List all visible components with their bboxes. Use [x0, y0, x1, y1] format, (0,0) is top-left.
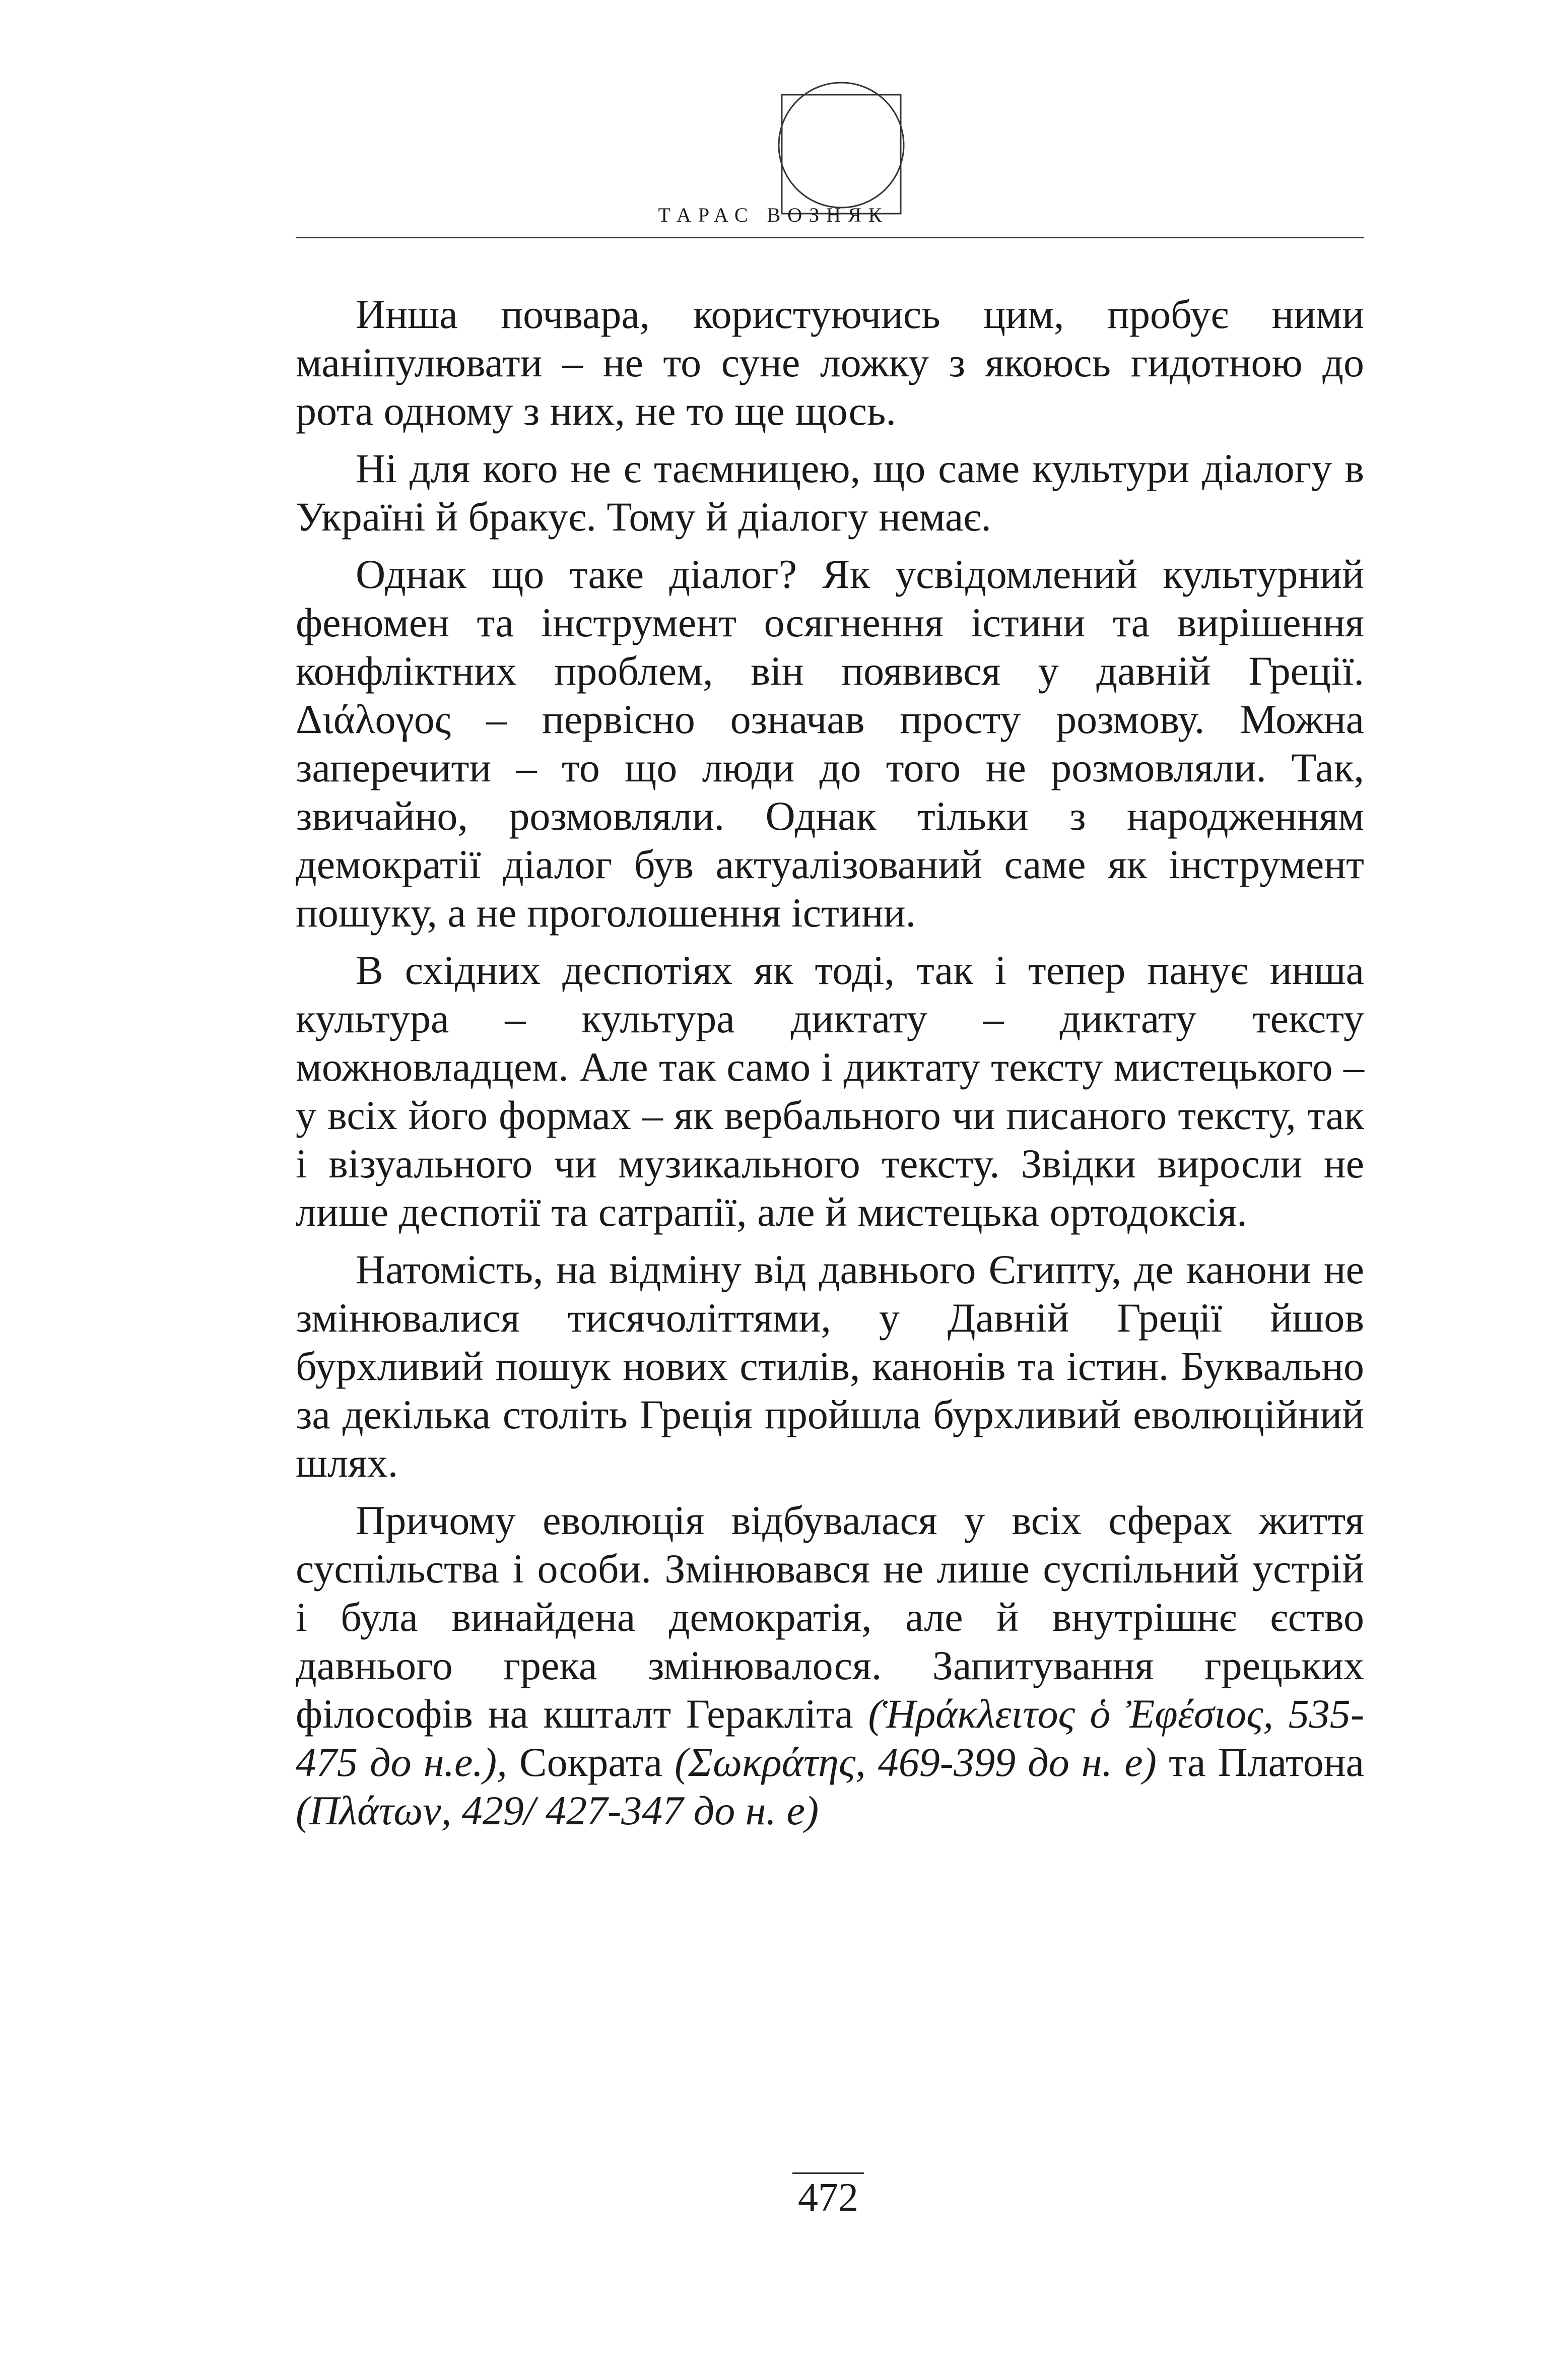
text-run: Ні для кого не є таємницею, що саме культури діалогу в Україні й бракує. Тому й діалогу немає. [296, 445, 1364, 540]
paragraph [296, 550, 1364, 937]
text-run: Сократа [507, 1739, 675, 1785]
circle-square-emblem-icon [772, 76, 911, 215]
running-header-author: ТАРАС ВОЗНЯК [658, 204, 889, 226]
italic-citation: (Σωκράτης, 469-399 до н. е) [675, 1739, 1157, 1785]
text-run: В східних деспотіях як тоді, так і тепер панує инша культура – культура диктату – диктату тексту можновладцем. Але так само і диктату тексту мистецького – у всіх його формах – як вербального чи писаного тексту, так і візуального чи музикального тексту. Звідки виросли не лише деспотії та сатрапії, але й мистецька ортодоксія. [296, 947, 1364, 1235]
paragraph [296, 290, 1364, 435]
page-number: 472 [792, 2172, 864, 2220]
text-run: та Платона [1156, 1739, 1364, 1785]
paragraph [296, 444, 1364, 541]
paragraph [296, 946, 1364, 1236]
paragraph [296, 1245, 1364, 1487]
text-run: Инша почвара, користуючись цим, пробує ними маніпулювати – не то суне ложку з якоюсь гидотною до рота одному з них, не то ще щось. [296, 291, 1364, 434]
text-run: Однак що таке діалог? Як усвідомлений культурний феномен та інструмент осягнення істини та вирішення конфліктних проблем, він появився у давній Греції. Διάλογος – первісно означав просту розмову. Можна заперечити – то що люди до того не розмовляли. Так, звичайно, розмовляли. Однак тільки з народженням демократії діалог був актуалізований саме як інструмент пошуку, а не проголошення істини. [296, 551, 1364, 936]
text-run: Причому еволюція відбувалася у всіх сферах життя суспільства і особи. Змінювався не лише суспільний устрій і була винайдена демократія, але й внутрішнє єство давнього грека змінювалося. Запитування грецьких філософів на кшталт Геракліта [296, 1497, 1364, 1737]
italic-citation: (Ἡράκλειτος ὁ Ἐφέσιος, 535-475 до н.е.), [296, 1691, 1364, 1785]
body-text [296, 290, 1364, 1844]
header-rule [296, 237, 1364, 238]
italic-citation: (Πλάτων, 429/ 427-347 до н. е) [296, 1788, 819, 1833]
text-run: Натомість, на відміну від давнього Єгипту, де канони не змінювалися тисячоліттями, у Давній Греції йшов бурхливий пошук нових стилів, канонів та істин. Буквально за декілька століть Греція пройшла бурхливий еволюційний шлях. [296, 1246, 1364, 1486]
paragraph [296, 1496, 1364, 1835]
